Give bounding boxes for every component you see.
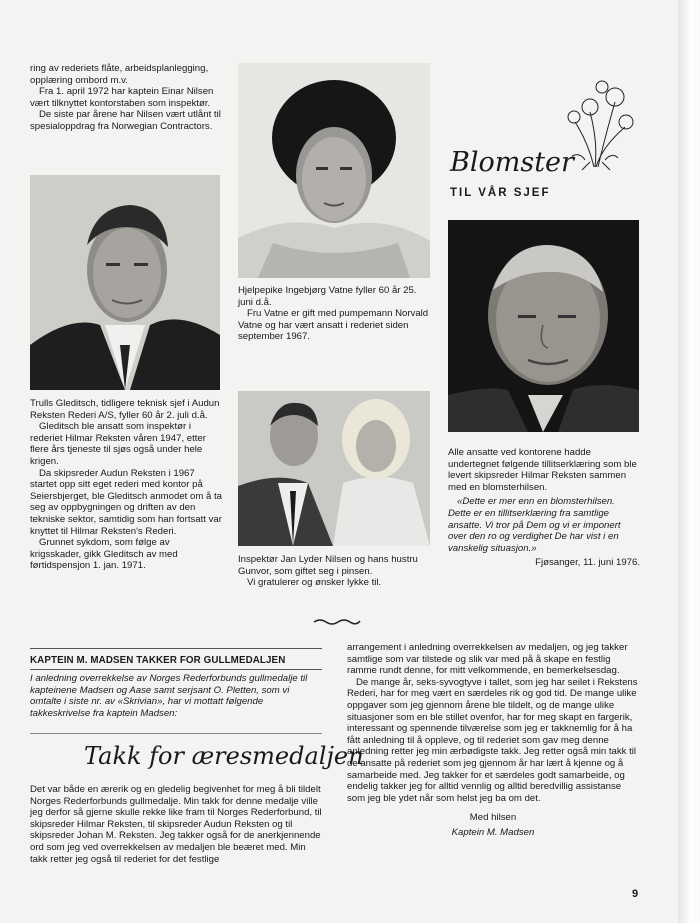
photo-jan-and-gunvor-nilsen <box>238 391 430 546</box>
heading-rule-top <box>30 648 322 649</box>
article-paragraph: arrangement i anledning overrekkelsen av medaljen, og jeg takker samtlige som var tilstede og slik var med på å skape en festlig ramme rundt denne, for mitt velkommende, en bemerkelsesdag. <box>347 642 628 677</box>
article-col-left <box>30 784 322 865</box>
photo-caption: Trulls Gleditsch, tidligere teknisk sjef i Audun Reksten Rederi A/S, fyller 60 år 2. juli d.å. <box>30 398 220 421</box>
intro-rule <box>30 733 322 734</box>
photo-caption: Hjelpepike Ingebjørg Vatne fyller 60 år 25. juni d.å. <box>238 285 417 308</box>
article-paragraph: De mange år, seks-syvogtyve i tallet, som jeg har seilet i Rekstens Rederi, har for meg vært en særdeles rik og god tid. De mange ulike oppgaver som jeg gjennom årene ble tildelt, og de mange ulike situasjoner som en ble stillet ovenfor, har for meg skapt en fargerik, interessant og spennende tilværelse som jeg er takknemlig for å ha fått anledning til å oppleve, og til rederiet som gav meg denne anledning retter jeg min ærbødigste takk. Jeg retter også min takk til de ansatte på rederiet som jeg gjennom år har lært å kjenne og å samarbeide med. Jeg takker for et særdeles godt samarbeide, og endelig takker jeg for alltid vennlig og alltid beredvillig assistanse som jeg ble ydet når som helst jeg ba om det. <box>347 676 638 804</box>
col1-paragraph: Grunnet sykdom, som følge av krigsskader, gikk Gleditsch av med førtidspensjon 1. jan. 1971. <box>30 537 178 572</box>
col1-paragraph: Fra 1. april 1972 har kaptein Einar Nilsen vært tilknyttet kontorstaben som inspektør. <box>30 86 214 109</box>
col2-paragraph: Vi gratulerer og ønsker lykke til. <box>247 577 382 589</box>
blomster-quote: «Dette er mer enn en blomsterhilsen. Dette er en tillitserklæring fra samtlige ansatte. Vi tror på Dem og vi er imponert over den ro og verdighet De har vist i en vanskelig situasjon.» <box>448 496 621 554</box>
blomster-title: Blomster <box>450 147 574 178</box>
col2-body-top <box>238 285 432 343</box>
blomster-subtitle: TIL VÅR SJEF <box>450 187 551 199</box>
col1-intro <box>30 63 222 133</box>
photo-trulls-gleditsch <box>30 175 220 390</box>
article-intro: I anledning overrekkelse av Norges Rederforbunds gullmedalje til kapteinene Madsen og Aase samt serjsant O. Pletten, som vi omtalte i siste nr. av «Skrivian», har vi mottatt følgende takkeskrivelse fra kaptein Madsen: <box>30 673 308 719</box>
article-paragraph: Det var både en ærerik og en gledelig begivenhet for meg å bli tildelt Norges Rederforbunds gullmedalje. Min takk for denne medalje ville jeg derfor så gjerne skulle rekke like fram til Norges Rederforbund, til skipsreder Hilmar Reksten, til skipsreder Audun Reksten og til skipsreder Johan M. Reksten. Jeg takker også for de anerkjennende ord som jeg ved overrekkelsen av medaljen ble beæret med. Min takk retter jeg også til rederiet for det festlige <box>30 784 322 865</box>
photo-ingebjorg-vatne <box>238 63 430 278</box>
col2-body-bottom <box>238 554 432 589</box>
col1-paragraph: De siste par årene har Nilsen vært utlånt til spesialoppdrag fra Norwegian Contractors. <box>30 109 221 132</box>
takk-script-title: Takk for æresmedaljen <box>84 742 364 770</box>
article-signature: Kaptein M. Madsen <box>451 826 535 838</box>
article-col-right <box>347 642 639 839</box>
photo-hilmar-reksten <box>448 220 639 432</box>
photo-caption: Inspektør Jan Lyder Nilsen og hans hustru Gunvor, som giftet seg i pinsen. <box>238 554 418 577</box>
page-edge <box>678 0 700 923</box>
heading-rule-bottom <box>30 669 322 670</box>
col1-body <box>30 398 222 572</box>
col1-paragraph: Da skipsreder Audun Reksten i 1967 startet opp sitt eget rederi med kontor på Seiersbjerget, ble Gleditsch anmodet om å ta seg av oppbygningen og driften av den tekniske sektor, samtidig som han fortsatt var knyttet til Hilmar Reksten's Rederi. <box>30 467 222 537</box>
blomster-signoff: Fjøsanger, 11. juni 1976. <box>535 557 640 569</box>
col1-paragraph: ring av rederiets flåte, arbeidsplanlegging, opplæring ombord m.v. <box>30 63 209 86</box>
article-heading: KAPTEIN M. MADSEN TAKKER FOR GULLMEDALJEN <box>30 655 286 666</box>
col2-paragraph: Fru Vatne er gift med pumpemann Norvald Vatne og har vært ansatt i rederiet siden september 1967. <box>238 308 429 343</box>
article-closing: Med hilsen <box>469 812 517 824</box>
col1-paragraph: Gleditsch ble ansatt som inspektør i rederiet Hilmar Reksten våren 1947, etter flere års tjeneste til sjøs også under hele krigen. <box>30 421 206 467</box>
col3-body <box>448 447 640 569</box>
page-number: 9 <box>632 888 639 900</box>
col3-paragraph: Alle ansatte ved kontorene hadde undertegnet følgende tillitserklæring som ble levert skipsreder Hilmar Reksten sammen med en blomsterhilsen. <box>448 447 637 493</box>
section-separator <box>312 612 362 620</box>
